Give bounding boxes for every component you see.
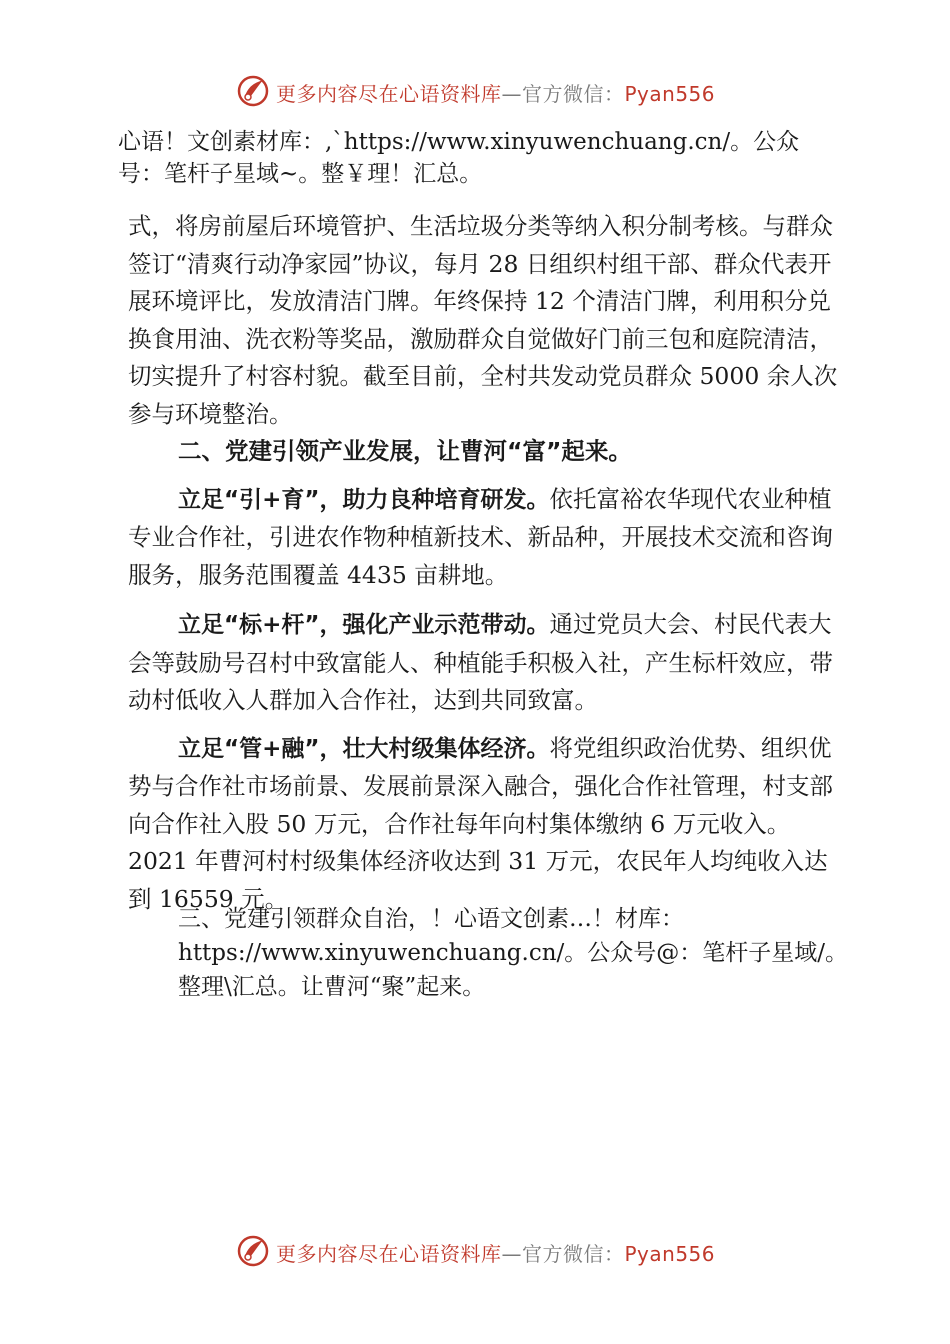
section3-line2: https://www.xinyuwenchuang.cn/。公众号@：笔杆子星域/。	[178, 940, 849, 966]
section-heading-3	[178, 902, 868, 1004]
text-collective-economy: 将党组织政治优势、组织优势与合作社市场前景、发展前景深入融合，强化合作社管理，村支部向合作社入股 50 万元，合作社每年向村集体缴纳 6 万元收入。2021 年曹河村村级集体经济收达到 31 万元，农民年人均纯收入达到 16559 元。	[128, 733, 833, 913]
section3-line1: 三、党建引领群众自治，！心语文创素…！材库：	[178, 906, 684, 932]
seal-logo-icon	[236, 74, 270, 108]
banner-part2: —官方微信：	[501, 1242, 625, 1266]
header-note	[118, 126, 848, 190]
lead-collective-economy: 立足“管+融”，壮大村级集体经济。	[178, 735, 550, 762]
top-banner	[0, 72, 950, 112]
section3-line3: 整理\汇总。让曹河“聚”起来。	[178, 974, 486, 1000]
banner-text	[276, 78, 715, 107]
paragraph-demonstration	[128, 606, 838, 720]
header-note-line1: 心语！文创素材库：,`https://www.xinyuwenchuang.cn/。公众	[118, 129, 800, 155]
text-breeding: 依托富裕农华现代农业种植专业合作社，引进农作物种植新技术、新品种，开展技术交流和咨询服务，服务范围覆盖 4435 亩耕地。	[128, 484, 833, 589]
banner-text	[276, 1238, 715, 1267]
paragraph-collective-economy	[128, 730, 838, 919]
document-body	[128, 208, 838, 918]
paragraph-breeding	[128, 481, 838, 595]
banner-part3: Pyan556	[624, 1242, 716, 1266]
banner-part2: —官方微信：	[501, 82, 625, 106]
lead-breeding: 立足“引+育”，助力良种培育研发。	[178, 486, 550, 513]
text-demonstration: 通过党员大会、村民代表大会等鼓励号召村中致富能人、种植能手积极入社，产生标杆效应，带动村低收入人群加入合作社，达到共同致富。	[128, 610, 833, 714]
seal-logo-icon	[236, 1234, 270, 1268]
header-note-line2: 号：笔杆子星域~。整￥理！汇总。	[118, 161, 483, 187]
banner-part1: 更多内容尽在心语资料库	[276, 1242, 502, 1266]
banner-part1: 更多内容尽在心语资料库	[276, 82, 502, 106]
paragraph-continued: 式，将房前屋后环境管护、生活垃圾分类等纳入积分制考核。与群众签订“清爽行动净家园”协议，每月 28 日组织村组干部、群众代表开展环境评比，发放清洁门牌。年终保持 12 个清洁门牌，利用积分兑换食用油、洗衣粉等奖品，激励群众自觉做好门前三包和庭院清洁，切实提升了村容村貌。截至目前，全村共发动党员群众 5000 余人次参与环境整治。	[128, 212, 838, 428]
banner-part3: Pyan556	[624, 82, 716, 106]
section-heading-2: 二、党建引领产业发展，让曹河“富”起来。	[178, 437, 632, 465]
bottom-banner	[0, 1232, 950, 1272]
lead-demonstration: 立足“标+杆”，强化产业示范带动。	[178, 612, 550, 638]
